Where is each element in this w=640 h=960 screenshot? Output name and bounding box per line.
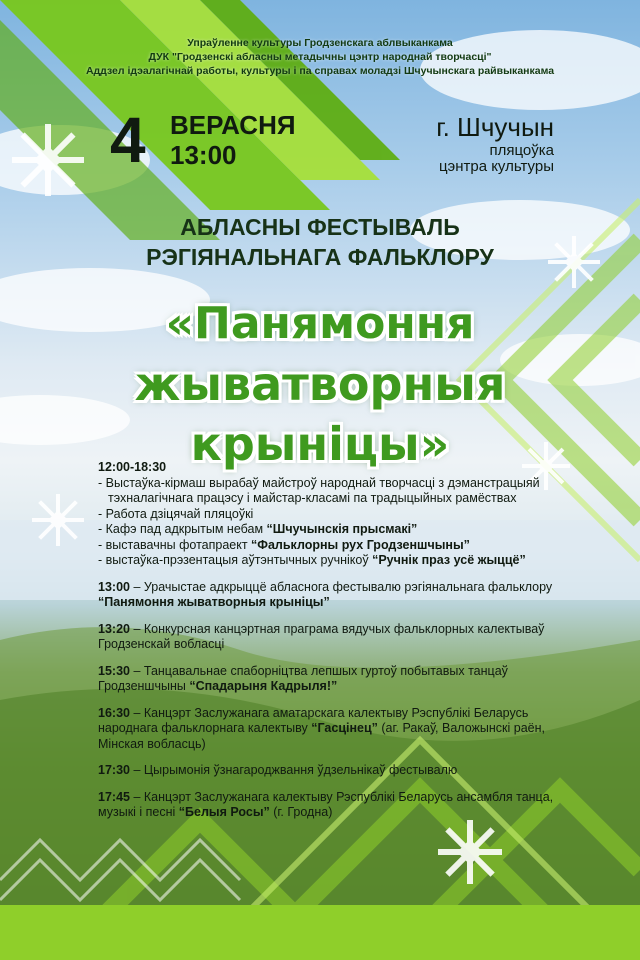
festival-heading-line-1: АБЛАСНЫ ФЕСТЫВАЛЬ (180, 214, 460, 240)
organizer-line-1: Упраўленне культуры Гродзенскага аблвыканкама (187, 37, 453, 49)
item-highlight: “Ручнік праз усё жыццё” (372, 553, 526, 567)
festival-heading-line-2: РЭГІЯНАЛЬНАГА ФАЛЬКЛОРУ (146, 244, 494, 270)
program-time: 15:30 (98, 663, 130, 678)
item-highlight: “Фальклорны рух Гродзеншчыны” (251, 537, 470, 552)
program-text-after: (аг. Ракаў, Валожынскі раён, Мінская вобласць) (98, 721, 545, 751)
item-text: выставачны фотапраект (105, 537, 252, 552)
program-block-5 (98, 706, 568, 753)
program-bullet-list (98, 476, 568, 569)
list-item (98, 553, 568, 569)
program-block-1 (98, 460, 568, 569)
event-venue (439, 143, 554, 175)
program-block-4 (98, 664, 568, 695)
festival-title-line-2: жыватворныя крыніцы» (134, 357, 506, 471)
organizer-line-3: Аддзел ідэалагічнай работы, культуры і па справах моладзі Шчучынскага райвыканкама (85, 65, 555, 77)
program-time: 17:30 (98, 763, 130, 777)
program-text: – Цырымонія ўзнагароджвання ўдзельнікаў фестывалю (129, 763, 458, 777)
event-month: ВЕРАСНЯ (170, 110, 296, 140)
program-time: 13:00 (98, 579, 130, 594)
program-highlight: “Белыя Росы” (178, 805, 270, 819)
list-item: - Выстаўка-кірмаш вырабаў майстроў народнай творчасці з дэманстрацыяй тэхналагічнага працэсу і майстар-класамі па традыцыйных рамёствах (98, 476, 568, 507)
festival-title-line-1: «Панямоння (165, 298, 475, 349)
program-block-2 (98, 580, 568, 611)
program-text: – Урачыстае адкрыццё абласнога фестывалю рэгіянальнага фальклору (129, 579, 553, 594)
organizers-header (0, 36, 640, 78)
program-highlight: “Панямоння жыватворныя крыніцы” (98, 595, 330, 609)
program-highlight: “Спадарыня Кадрыля!” (189, 679, 338, 693)
program-text: – Канцэрт Заслужанага аматарскага калектыву Рэспублікі Беларусь народнага фальклорнага калектыву (98, 705, 529, 735)
event-time: 13:00 (170, 140, 237, 170)
item-text: выстаўка-прэзентацыя аўтэнтычных ручнікоў (105, 553, 373, 567)
festival-title (0, 294, 640, 474)
program-block-3 (98, 622, 568, 653)
item-text: Кафэ пад адкрытым небам (105, 522, 267, 536)
event-day: 4 (110, 104, 146, 176)
program-text-after: (г. Гродна) (269, 805, 333, 819)
program-time: 12:00-18:30 (98, 460, 167, 474)
program-highlight: “Гасцінец” (311, 721, 378, 735)
program-block-6 (98, 763, 568, 779)
program-schedule (98, 460, 568, 832)
list-item (98, 538, 568, 554)
organizer-line-2: ДУК "Гродзенскі абласны метадычны цэнтр народнай творчасці" (148, 51, 492, 63)
festival-heading (0, 212, 640, 272)
program-text: – Танцавальнае спаборніцтва лепшых гуртоў побытавых танцаў Гродзеншчыны (98, 663, 508, 693)
bottom-green-strip (0, 905, 640, 960)
venue-line-1: пляцоўка (489, 142, 554, 159)
list-item (98, 522, 568, 538)
event-city: г. Шчучын (436, 112, 554, 142)
venue-line-2: цэнтра культуры (438, 158, 554, 175)
program-text: – Конкурсная канцэртная праграма вядучых фальклорных калектываў Гродзенскай вобласці (98, 621, 545, 651)
list-item: - Работа дзіцячай пляцоўкі (98, 507, 568, 523)
item-highlight: “Шчучынскія прысмакі” (266, 522, 418, 536)
program-block-7 (98, 790, 568, 821)
program-time: 16:30 (98, 705, 130, 720)
program-time: 13:20 (98, 621, 130, 636)
program-time: 17:45 (98, 789, 130, 804)
program-text: – Канцэрт Заслужанага калектыву Рэспублікі Беларусь ансамбля танца, музыкі і песні (98, 789, 554, 819)
